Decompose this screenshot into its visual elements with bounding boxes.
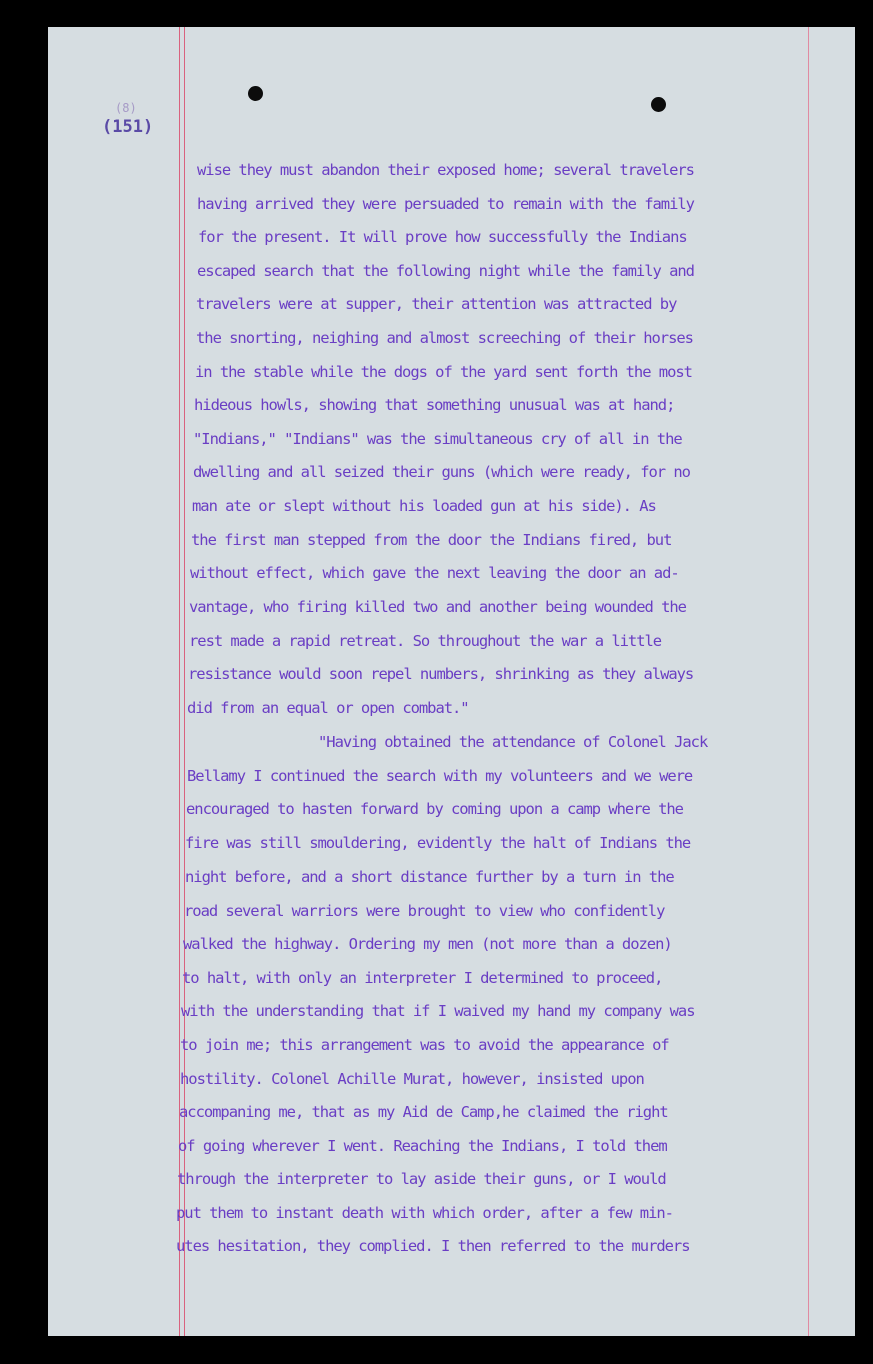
text-line: travelers were at supper, their attention was attracted by [196, 295, 677, 313]
text-line: accompaning me, that as my Aid de Camp,he claimed the right [179, 1103, 668, 1121]
text-line: road several warriors were brought to view who confidently [184, 902, 665, 920]
page-number: (151) [102, 117, 154, 137]
text-line: for the present. It will prove how successfully the Indians [198, 228, 687, 246]
text-line: the snorting, neighing and almost screeching of their horses [196, 329, 693, 347]
text-line: of going wherever I went. Reaching the Indians, I told them [178, 1137, 667, 1155]
typed-page [48, 27, 855, 1336]
text-line: put them to instant death with which order, after a few min- [176, 1204, 673, 1222]
text-line: having arrived they were persuaded to remain with the family [197, 195, 694, 213]
text-line: hostility. Colonel Achille Murat, however, insisted upon [180, 1070, 644, 1088]
text-line: Bellamy I continued the search with my volunteers and we were [187, 767, 693, 785]
text-line: encouraged to hasten forward by coming upon a camp where the [186, 800, 683, 818]
text-line: rest made a rapid retreat. So throughout the war a little [189, 632, 662, 650]
text-line: man ate or slept without his loaded gun at his side). As [192, 497, 656, 515]
text-line: utes hesitation, they complied. I then referred to the murders [176, 1237, 690, 1255]
text-line: resistance would soon repel numbers, shrinking as they always [188, 665, 694, 683]
text-line: in the stable while the dogs of the yard sent forth the most [195, 363, 692, 381]
text-line: to join me; this arrangement was to avoid the appearance of [180, 1036, 669, 1054]
text-line: without effect, which gave the next leaving the door an ad- [190, 564, 679, 582]
text-line: escaped search that the following night while the family and [197, 262, 694, 280]
text-line: wise they must abandon their exposed home; several travelers [197, 161, 694, 179]
text-line: the first man stepped from the door the Indians fired, but [191, 531, 672, 549]
faint-page-number: (8) [115, 101, 137, 115]
text-line: hideous howls, showing that something unusual was at hand; [194, 396, 675, 414]
text-line: through the interpreter to lay aside their guns, or I would [177, 1170, 666, 1188]
text-line: "Having obtained the attendance of Colonel Jack [318, 733, 708, 751]
text-line: night before, and a short distance further by a turn in the [185, 868, 674, 886]
text-line: "Indians," "Indians" was the simultaneous cry of all in the [193, 430, 682, 448]
text-line: with the understanding that if I waived my hand my company was [181, 1002, 695, 1020]
typed-text-body [48, 27, 855, 1336]
text-line: did from an equal or open combat." [187, 699, 469, 717]
text-line: dwelling and all seized their guns (which were ready, for no [193, 463, 690, 481]
text-line: fire was still smouldering, evidently the halt of Indians the [185, 834, 691, 852]
text-line: to halt, with only an interpreter I determined to proceed, [182, 969, 663, 987]
text-line: walked the highway. Ordering my men (not more than a dozen) [183, 935, 672, 953]
text-line: vantage, who firing killed two and another being wounded the [189, 598, 686, 616]
